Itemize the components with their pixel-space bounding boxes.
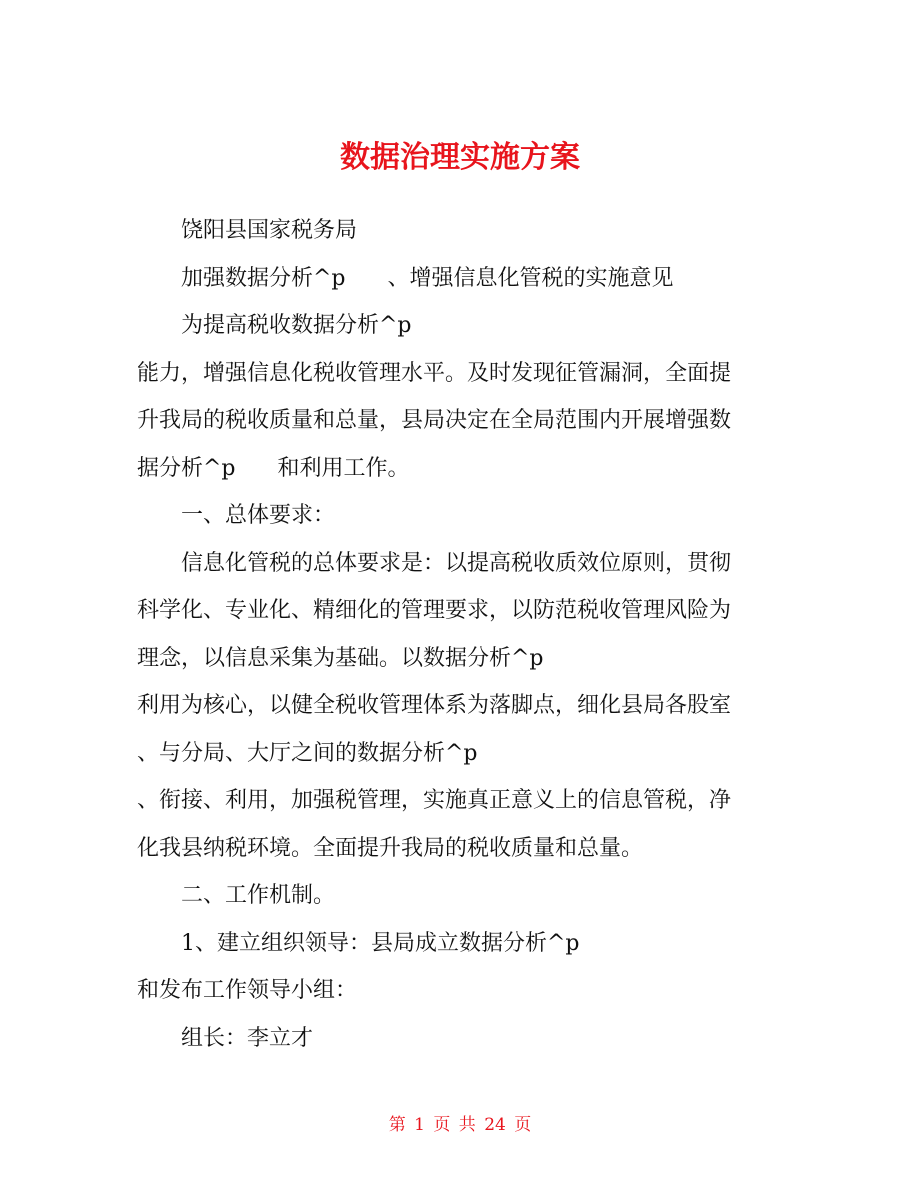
text-line: 为提高税收数据分析^p [181, 313, 412, 338]
text-line: 饶阳县国家税务局 [181, 218, 358, 243]
text-line: 科学化、专业化、精细化的管理要求，以防范税收管理风险为 [137, 598, 732, 623]
document-body [137, 207, 797, 1062]
document-title: 数据治理实施方案 [340, 140, 580, 176]
text-line: 升我局的税收质量和总量，县局决定在全局范围内开展增强数 [137, 408, 732, 433]
text-line: 加强数据分析^p 、增强信息化管税的实施意见 [181, 265, 674, 291]
text-line: 1、建立组织领导：县局成立数据分析^p [181, 930, 580, 956]
text-line: 利用为核心，以健全税收管理体系为落脚点，细化县局各股室 [137, 693, 732, 718]
text-line: 理念，以信息采集为基础。以数据分析^p [137, 645, 544, 671]
text-line: 、衔接、利用，加强税管理，实施真正意义上的信息管税，净 [137, 788, 732, 813]
text-line: 信息化管税的总体要求是：以提高税收质效位原则，贯彻 [181, 550, 732, 576]
section-heading: 二、工作机制。 [181, 883, 336, 908]
text-line: 化我县纳税环境。全面提升我局的税收质量和总量。 [137, 835, 644, 861]
text-line: 据分析^p 和利用工作。 [137, 455, 410, 481]
page-number-footer: 第 1 页 共 24 页 [388, 1115, 532, 1135]
text-line: 组长：李立才 [181, 1025, 314, 1051]
text-line: 能力，增强信息化税收管理水平。及时发现征管漏洞，全面提 [137, 360, 732, 386]
section-heading: 一、总体要求： [181, 503, 336, 528]
text-line: 、与分局、大厅之间的数据分析^p [137, 740, 478, 766]
text-line: 和发布工作领导小组： [137, 978, 358, 1003]
